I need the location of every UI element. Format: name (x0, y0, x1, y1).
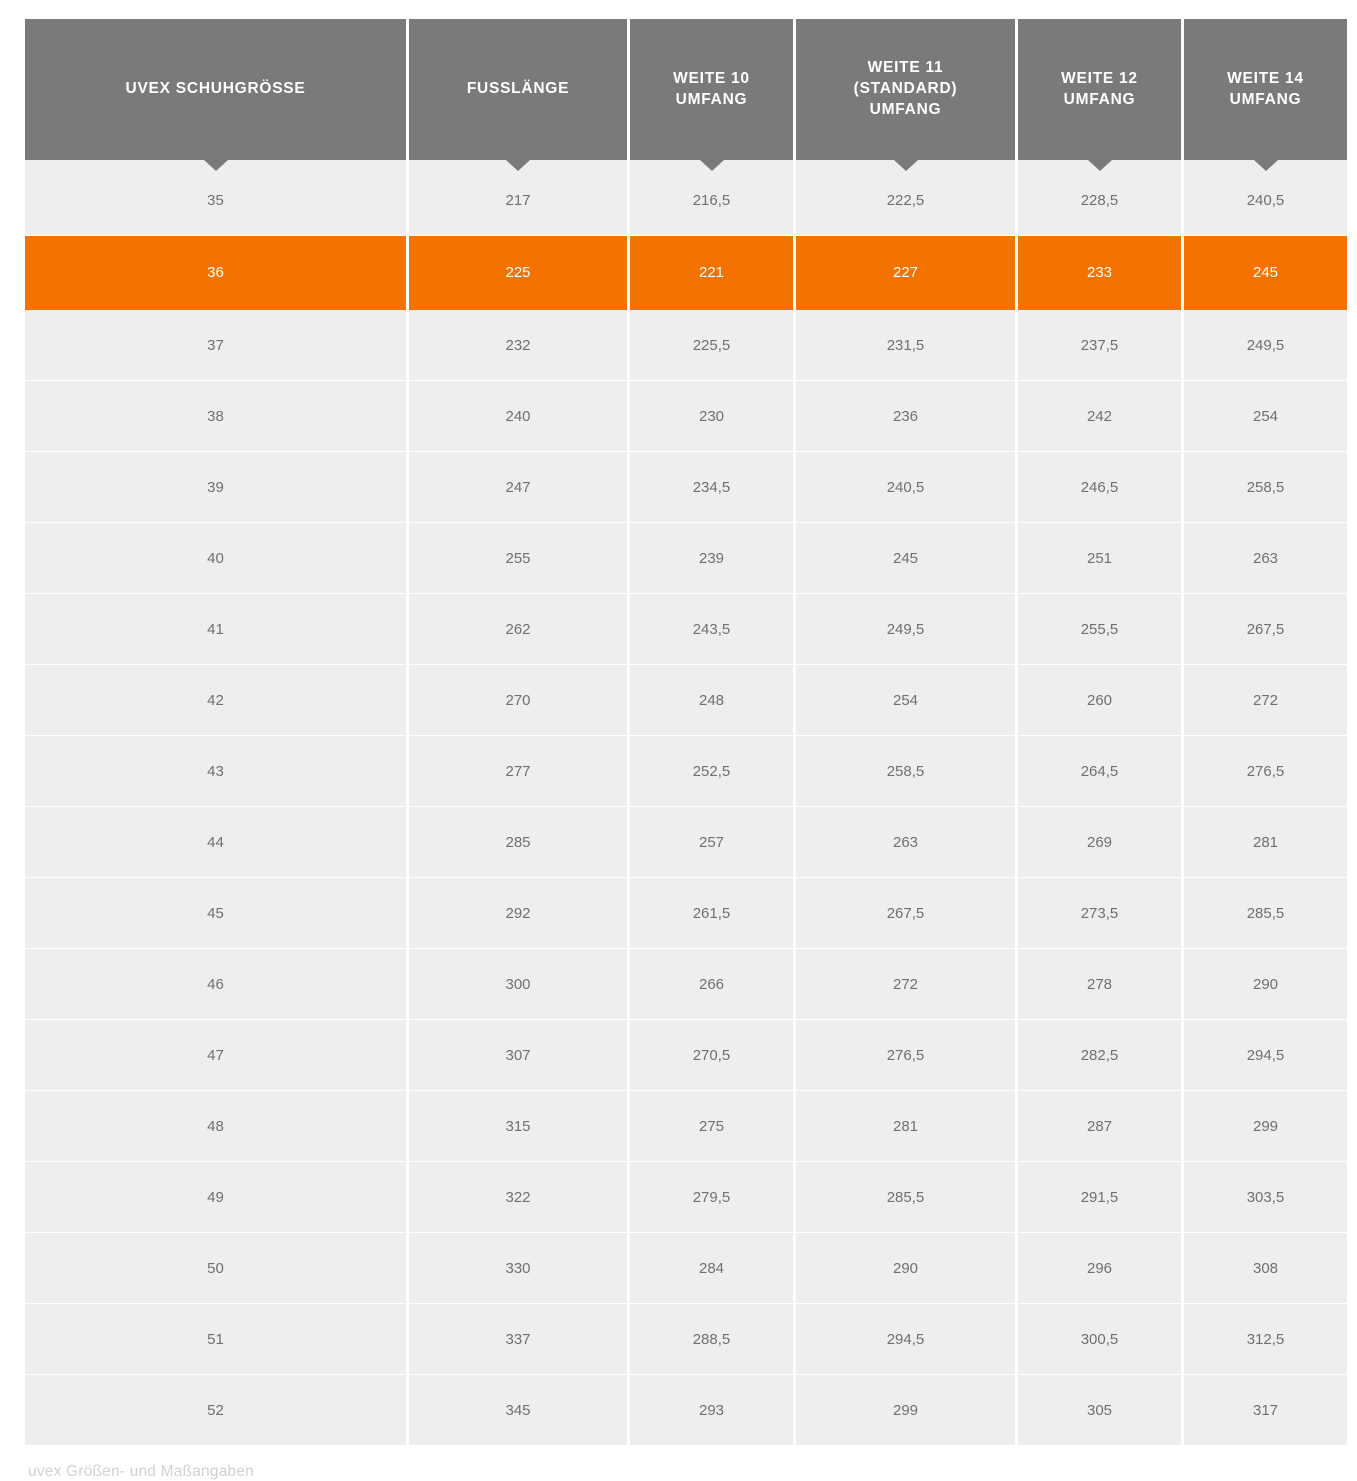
column-header-line: UMFANG (675, 90, 748, 108)
cell-measurement: 254 (1184, 381, 1347, 452)
cell-measurement: 285,5 (1184, 878, 1347, 949)
cell-shoe-size: 50 (25, 1233, 406, 1304)
cell-measurement: 284 (630, 1233, 793, 1304)
cell-measurement: 272 (1184, 665, 1347, 736)
cell-measurement: 281 (796, 1091, 1015, 1162)
cell-measurement: 300 (409, 949, 627, 1020)
cell-measurement: 282,5 (1018, 1020, 1181, 1091)
column-header-line: UVEX SCHUHGRÖSSE (125, 80, 306, 98)
table-row (25, 160, 1347, 236)
cell-measurement: 276,5 (796, 1020, 1015, 1091)
cell-measurement: 225,5 (630, 310, 793, 381)
cell-measurement: 240 (409, 381, 627, 452)
cell-measurement: 237,5 (1018, 310, 1181, 381)
cell-measurement: 247 (409, 452, 627, 523)
cell-measurement: 222,5 (796, 160, 1015, 236)
table-row (25, 1233, 1347, 1304)
cell-measurement: 285 (409, 807, 627, 878)
table-row (25, 1304, 1347, 1375)
cell-measurement: 294,5 (796, 1304, 1015, 1375)
table-row (25, 878, 1347, 949)
cell-measurement: 322 (409, 1162, 627, 1233)
cell-shoe-size: 46 (25, 949, 406, 1020)
cell-measurement: 255 (409, 523, 627, 594)
cell-measurement: 299 (796, 1375, 1015, 1445)
cell-shoe-size: 45 (25, 878, 406, 949)
cell-measurement: 270 (409, 665, 627, 736)
cell-measurement: 312,5 (1184, 1304, 1347, 1375)
cell-measurement: 303,5 (1184, 1162, 1347, 1233)
cell-measurement: 300,5 (1018, 1304, 1181, 1375)
cell-measurement: 231,5 (796, 310, 1015, 381)
cell-measurement: 266 (630, 949, 793, 1020)
table-row (25, 1091, 1347, 1162)
cell-measurement: 216,5 (630, 160, 793, 236)
cell-measurement: 285,5 (796, 1162, 1015, 1233)
cell-measurement: 330 (409, 1233, 627, 1304)
cell-measurement: 239 (630, 523, 793, 594)
column-header-5 (1184, 19, 1347, 160)
cell-measurement: 263 (796, 807, 1015, 878)
cell-measurement: 293 (630, 1375, 793, 1445)
table-row (25, 594, 1347, 665)
cell-measurement: 317 (1184, 1375, 1347, 1445)
cell-measurement: 296 (1018, 1233, 1181, 1304)
table-row (25, 1020, 1347, 1091)
cell-measurement: 276,5 (1184, 736, 1347, 807)
table-row (25, 665, 1347, 736)
table-header (25, 19, 1347, 160)
cell-measurement: 242 (1018, 381, 1181, 452)
cell-measurement: 228,5 (1018, 160, 1181, 236)
cell-measurement: 234,5 (630, 452, 793, 523)
column-header-line: FUSSLÄNGE (466, 80, 570, 98)
cell-measurement: 258,5 (796, 736, 1015, 807)
cell-measurement: 277 (409, 736, 627, 807)
column-header-2 (630, 19, 793, 160)
table-row (25, 523, 1347, 594)
cell-measurement: 263 (1184, 523, 1347, 594)
cell-measurement: 299 (1184, 1091, 1347, 1162)
cell-measurement: 345 (409, 1375, 627, 1445)
column-header-3 (796, 19, 1015, 160)
cell-shoe-size: 35 (25, 160, 406, 236)
column-header-line: WEITE 11 (867, 59, 944, 77)
column-header-line: WEITE 12 (1061, 69, 1138, 87)
column-header-line: WEITE 10 (673, 69, 750, 87)
cell-shoe-size: 51 (25, 1304, 406, 1375)
cell-measurement: 225 (409, 236, 627, 310)
cell-measurement: 292 (409, 878, 627, 949)
cell-shoe-size: 36 (25, 236, 406, 310)
cell-measurement: 267,5 (1184, 594, 1347, 665)
cell-measurement: 269 (1018, 807, 1181, 878)
cell-measurement: 221 (630, 236, 793, 310)
cell-shoe-size: 44 (25, 807, 406, 878)
table-caption: uvex Größen- und Maßangaben (28, 1463, 254, 1480)
cell-shoe-size: 52 (25, 1375, 406, 1445)
cell-measurement: 232 (409, 310, 627, 381)
cell-measurement: 258,5 (1184, 452, 1347, 523)
cell-measurement: 233 (1018, 236, 1181, 310)
cell-measurement: 249,5 (1184, 310, 1347, 381)
table-row (25, 736, 1347, 807)
cell-measurement: 267,5 (796, 878, 1015, 949)
column-header-1 (409, 19, 627, 160)
cell-measurement: 217 (409, 160, 627, 236)
table-header-row (25, 19, 1347, 160)
cell-measurement: 290 (1184, 949, 1347, 1020)
table-row (25, 1162, 1347, 1233)
cell-measurement: 240,5 (796, 452, 1015, 523)
table-body (25, 160, 1347, 1445)
cell-measurement: 279,5 (630, 1162, 793, 1233)
column-header-line: WEITE 14 (1227, 69, 1304, 87)
cell-measurement: 337 (409, 1304, 627, 1375)
cell-measurement: 254 (796, 665, 1015, 736)
cell-shoe-size: 43 (25, 736, 406, 807)
cell-measurement: 273,5 (1018, 878, 1181, 949)
table-row (25, 1375, 1347, 1445)
cell-measurement: 249,5 (796, 594, 1015, 665)
table-row (25, 807, 1347, 878)
cell-measurement: 272 (796, 949, 1015, 1020)
column-header-line: UMFANG (1229, 90, 1302, 108)
table-row (25, 452, 1347, 523)
cell-measurement: 227 (796, 236, 1015, 310)
cell-measurement: 262 (409, 594, 627, 665)
cell-measurement: 315 (409, 1091, 627, 1162)
cell-measurement: 251 (1018, 523, 1181, 594)
cell-measurement: 243,5 (630, 594, 793, 665)
cell-measurement: 245 (1184, 236, 1347, 310)
cell-shoe-size: 42 (25, 665, 406, 736)
cell-measurement: 281 (1184, 807, 1347, 878)
cell-measurement: 264,5 (1018, 736, 1181, 807)
column-header-line: UMFANG (1063, 90, 1136, 108)
cell-shoe-size: 41 (25, 594, 406, 665)
cell-measurement: 278 (1018, 949, 1181, 1020)
column-header-line: (STANDARD) (853, 80, 958, 98)
cell-shoe-size: 38 (25, 381, 406, 452)
cell-measurement: 236 (796, 381, 1015, 452)
cell-measurement: 288,5 (630, 1304, 793, 1375)
column-header-0 (25, 19, 406, 160)
cell-shoe-size: 40 (25, 523, 406, 594)
cell-measurement: 308 (1184, 1233, 1347, 1304)
table-row (25, 949, 1347, 1020)
cell-measurement: 290 (796, 1233, 1015, 1304)
cell-measurement: 291,5 (1018, 1162, 1181, 1233)
cell-measurement: 255,5 (1018, 594, 1181, 665)
uvex-size-table (22, 19, 1350, 1445)
cell-measurement: 246,5 (1018, 452, 1181, 523)
cell-measurement: 252,5 (630, 736, 793, 807)
cell-measurement: 261,5 (630, 878, 793, 949)
cell-shoe-size: 37 (25, 310, 406, 381)
cell-measurement: 294,5 (1184, 1020, 1347, 1091)
cell-measurement: 307 (409, 1020, 627, 1091)
cell-measurement: 245 (796, 523, 1015, 594)
cell-shoe-size: 39 (25, 452, 406, 523)
cell-shoe-size: 49 (25, 1162, 406, 1233)
cell-measurement: 287 (1018, 1091, 1181, 1162)
cell-measurement: 257 (630, 807, 793, 878)
cell-shoe-size: 47 (25, 1020, 406, 1091)
table-row (25, 310, 1347, 381)
table-row (25, 236, 1347, 310)
cell-measurement: 230 (630, 381, 793, 452)
column-header-4 (1018, 19, 1181, 160)
cell-measurement: 305 (1018, 1375, 1181, 1445)
cell-measurement: 260 (1018, 665, 1181, 736)
cell-measurement: 240,5 (1184, 160, 1347, 236)
column-header-line: UMFANG (869, 100, 942, 118)
table-row (25, 381, 1347, 452)
cell-shoe-size: 48 (25, 1091, 406, 1162)
cell-measurement: 270,5 (630, 1020, 793, 1091)
cell-measurement: 275 (630, 1091, 793, 1162)
cell-measurement: 248 (630, 665, 793, 736)
